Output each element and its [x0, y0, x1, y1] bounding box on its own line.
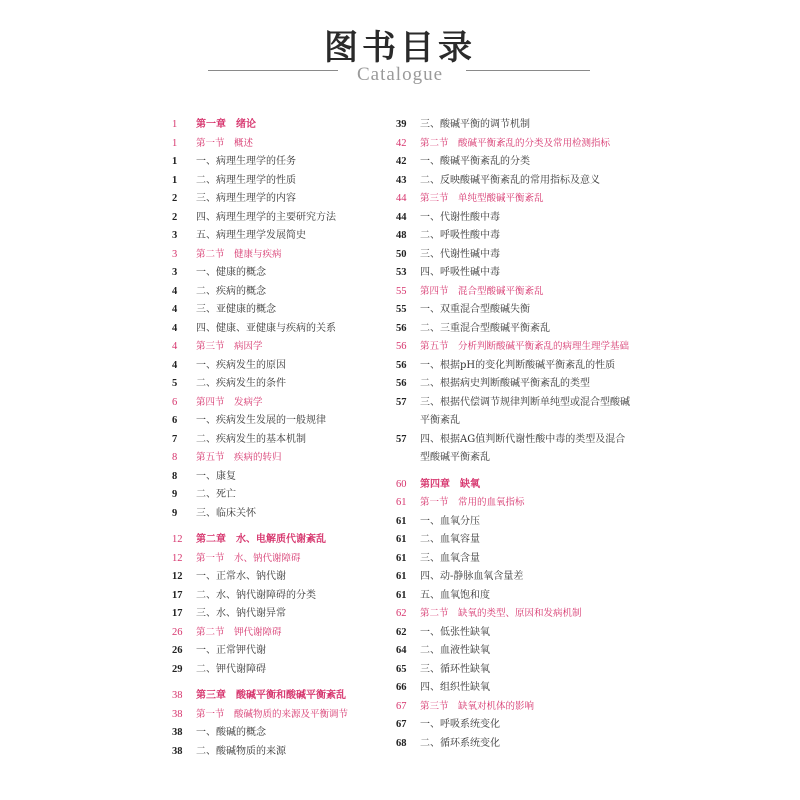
toc-entry-title: 一、酸碱的概念	[196, 727, 266, 738]
toc-entry	[396, 735, 632, 754]
toc-page-number: 61	[396, 552, 407, 564]
toc-entry-title: 二、三重混合型酸碱平衡紊乱	[420, 322, 550, 334]
toc-page-number: 1	[172, 156, 178, 167]
toc-entry-title: 三、血氧含量	[420, 552, 480, 564]
toc-entry	[396, 116, 632, 135]
toc-page-number: 3	[172, 248, 178, 260]
toc-entry	[172, 227, 392, 246]
toc-page-number: 61	[396, 534, 407, 545]
toc-entry	[396, 246, 632, 265]
toc-page-number: 26	[172, 645, 183, 656]
toc-entry	[172, 209, 392, 228]
toc-entry-title: 二、水、钠代谢障碍的分类	[196, 589, 316, 601]
toc-entry	[396, 227, 632, 246]
toc-column-left	[172, 116, 392, 761]
toc-entry	[172, 264, 392, 283]
toc-entry-title: 三、根据代偿调节规律判断单纯型或混合型酸碱平衡紊乱	[420, 396, 630, 426]
toc-page-number: 65	[396, 663, 407, 675]
toc-section-heading	[172, 624, 392, 643]
toc-page-number: 62	[396, 608, 407, 619]
toc-section-heading	[396, 698, 632, 717]
toc-entry-title: 一、呼吸系统变化	[420, 719, 500, 730]
toc-entry	[172, 172, 392, 191]
toc-entry-title: 二、疾病发生的条件	[196, 378, 286, 389]
toc-page-number: 44	[396, 211, 407, 223]
toc-entry-title: 第一节 常用的血氧指标	[420, 497, 525, 508]
toc-entry-title: 三、循环性缺氧	[420, 663, 490, 675]
toc-page-number: 3	[172, 230, 178, 241]
toc-entry	[172, 412, 392, 431]
toc-section-heading	[396, 190, 632, 209]
toc-entry-title: 四、组织性缺氧	[420, 682, 490, 693]
toc-entry-title: 二、反映酸碱平衡紊乱的常用指标及意义	[420, 174, 600, 186]
toc-page-number: 61	[396, 571, 407, 582]
toc-page-number: 42	[396, 137, 407, 149]
toc-page-number: 12	[172, 571, 183, 582]
toc-entry	[396, 568, 632, 587]
toc-page-number: 12	[172, 534, 183, 545]
toc-page-number: 38	[172, 690, 183, 701]
toc-entry	[396, 531, 632, 550]
toc-page-number: 1	[172, 119, 178, 130]
toc-entry	[172, 605, 392, 624]
toc-entry	[172, 505, 392, 524]
toc-entry-title: 第三节 病因学	[196, 341, 263, 352]
toc-entry-title: 第五节 分析判断酸碱平衡紊乱的病理生理学基础	[420, 341, 630, 352]
toc-page-number: 53	[396, 267, 407, 278]
toc-page-number: 2	[172, 193, 178, 204]
toc-entry-title: 一、低张性缺氧	[420, 626, 490, 638]
toc-entry	[396, 320, 632, 339]
toc-entry-title: 三、代谢性碱中毒	[420, 248, 500, 260]
toc-page-number: 1	[172, 174, 178, 186]
toc-entry-title: 第三章 酸碱平衡和酸碱平衡紊乱	[196, 690, 346, 701]
toc-entry-title: 第一章 绪论	[196, 119, 256, 130]
toc-section-heading	[396, 338, 632, 357]
toc-page-number: 4	[172, 285, 178, 297]
toc-page-number: 43	[396, 174, 407, 186]
toc-entry-title: 一、根据pH的变化判断酸碱平衡紊乱的性质	[420, 359, 616, 371]
toc-entry	[396, 513, 632, 532]
toc-page-number: 4	[172, 304, 178, 315]
toc-entry	[396, 357, 632, 376]
toc-page-number: 38	[172, 727, 183, 738]
toc-entry	[172, 724, 392, 743]
toc-entry	[172, 153, 392, 172]
toc-entry-title: 一、康复	[196, 470, 236, 482]
toc-page-number: 50	[396, 248, 407, 260]
toc-entry-title: 四、呼吸性碱中毒	[420, 267, 500, 278]
toc-page-number: 8	[172, 452, 178, 463]
toc-entry-title: 二、酸碱物质的来源	[196, 745, 286, 757]
toc-entry	[396, 716, 632, 735]
toc-entry-title: 二、血液性缺氧	[420, 645, 490, 656]
toc-entry	[172, 468, 392, 487]
toc-entry	[396, 624, 632, 643]
toc-page-number: 66	[396, 682, 407, 693]
toc-entry	[396, 587, 632, 606]
toc-page-number: 61	[396, 589, 407, 601]
toc-entry-title: 一、双重混合型酸碱失衡	[420, 304, 530, 315]
toc-entry	[172, 661, 392, 680]
toc-page-number: 4	[172, 359, 178, 371]
toc-entry-title: 一、正常水、钠代谢	[196, 571, 286, 582]
toc-page-number: 38	[172, 745, 183, 757]
toc-entry-title: 第二章 水、电解质代谢紊乱	[196, 534, 326, 545]
toc-entry	[396, 375, 632, 394]
toc-entry	[396, 661, 632, 680]
toc-section-heading	[396, 494, 632, 513]
toc-page-number: 4	[172, 341, 178, 352]
toc-entry-title: 二、病理生理学的性质	[196, 174, 296, 186]
toc-entry-title: 二、疾病的概念	[196, 285, 266, 297]
toc-page-number: 55	[396, 285, 407, 297]
toc-page-number: 3	[172, 267, 178, 278]
toc-entry-title: 二、血氧容量	[420, 534, 480, 545]
toc-entry-title: 三、亚健康的概念	[196, 304, 276, 315]
toc-page-number: 6	[172, 415, 178, 426]
toc-page-number: 44	[396, 193, 407, 204]
toc-entry-title: 第二节 酸碱平衡紊乱的分类及常用检测指标	[420, 137, 611, 149]
toc-page-number: 42	[396, 156, 407, 167]
toc-entry	[396, 679, 632, 698]
toc-entry-title: 四、健康、亚健康与疾病的关系	[196, 322, 336, 334]
toc-entry-title: 第二节 健康与疾病	[196, 248, 282, 260]
toc-section-heading	[172, 706, 392, 725]
toc-section-heading	[396, 135, 632, 154]
toc-page-number: 5	[172, 378, 178, 389]
toc-section-heading	[172, 550, 392, 569]
toc-entry-title: 二、死亡	[196, 489, 236, 500]
toc-entry	[396, 264, 632, 283]
toc-entry-title: 三、酸碱平衡的调节机制	[420, 119, 530, 130]
toc-entry-title: 一、健康的概念	[196, 267, 266, 278]
toc-entry-title: 第四节 发病学	[196, 396, 263, 408]
toc-page-number: 12	[172, 552, 183, 564]
toc-page-number: 56	[396, 378, 407, 389]
toc-page-number: 57	[396, 396, 407, 408]
toc-entry-title: 三、病理生理学的内容	[196, 193, 296, 204]
toc-entry	[396, 209, 632, 228]
toc-section-heading	[396, 283, 632, 302]
toc-chapter-heading	[396, 476, 632, 495]
toc-entry-title: 一、病理生理学的任务	[196, 156, 296, 167]
toc-entry	[172, 486, 392, 505]
toc-page-number: 67	[396, 700, 407, 712]
toc-entry	[172, 743, 392, 762]
toc-page-number: 62	[396, 626, 407, 638]
toc-entry-title: 二、呼吸性酸中毒	[420, 230, 500, 241]
toc-page-number: 61	[396, 515, 407, 527]
page-subtitle: Catalogue	[356, 64, 444, 85]
toc-page-number: 48	[396, 230, 407, 241]
toc-section-heading	[172, 135, 392, 154]
toc-entry-title: 五、血氧饱和度	[420, 589, 490, 601]
toc-page-number: 17	[172, 608, 183, 619]
toc-page-number: 17	[172, 589, 183, 601]
toc-entry-title: 一、正常钾代谢	[196, 645, 266, 656]
toc-page-number: 38	[172, 708, 183, 720]
toc-page-number: 26	[172, 626, 183, 638]
toc-page-number: 7	[172, 433, 178, 445]
toc-entry-title: 二、疾病发生的基本机制	[196, 433, 306, 445]
toc-entry-title: 一、酸碱平衡紊乱的分类	[420, 156, 530, 167]
toc-entry-title: 二、循环系统变化	[420, 737, 500, 749]
toc-entry-title: 一、疾病发生的原因	[196, 359, 286, 371]
toc-entry	[172, 283, 392, 302]
toc-section-heading	[172, 246, 392, 265]
toc-page-number: 39	[396, 119, 407, 130]
toc-entry	[172, 190, 392, 209]
toc-entry	[172, 568, 392, 587]
toc-entry-title: 第一节 水、钠代谢障碍	[196, 552, 301, 564]
toc-entry	[172, 301, 392, 320]
toc-page-number: 8	[172, 470, 178, 482]
toc-section-heading	[172, 394, 392, 413]
toc-entry	[172, 375, 392, 394]
toc-section-heading	[172, 449, 392, 468]
toc-page-number: 56	[396, 322, 407, 334]
toc-page-number: 4	[172, 322, 178, 334]
toc-page-number: 9	[172, 489, 178, 500]
toc-entry	[396, 153, 632, 172]
toc-chapter-heading	[172, 531, 392, 550]
toc-page-number: 64	[396, 645, 407, 656]
toc-entry-title: 第二节 钾代谢障碍	[196, 626, 282, 638]
toc-entry-title: 一、血氧分压	[420, 515, 480, 527]
toc-entry-title: 第五节 疾病的转归	[196, 452, 282, 463]
toc-entry	[172, 431, 392, 450]
toc-entry-title: 四、根据AG值判断代谢性酸中毒的类型及混合型酸碱平衡紊乱	[420, 433, 626, 463]
toc-chapter-heading	[172, 687, 392, 706]
toc-entry-title: 一、代谢性酸中毒	[420, 211, 500, 223]
toc-entry-title: 第三节 缺氧对机体的影响	[420, 700, 535, 712]
catalogue-header	[0, 0, 800, 100]
toc-entry	[172, 642, 392, 661]
toc-entry-title: 三、临床关怀	[196, 507, 256, 519]
toc-page-number: 55	[396, 304, 407, 315]
page-title: 图书目录	[324, 28, 476, 68]
toc-entry	[172, 357, 392, 376]
toc-page-number: 9	[172, 507, 178, 519]
toc-chapter-heading	[172, 116, 392, 135]
toc-entry-title: 第三节 单纯型酸碱平衡紊乱	[420, 193, 544, 204]
toc-entry	[396, 550, 632, 569]
toc-entry-title: 三、水、钠代谢异常	[196, 608, 286, 619]
toc-entry	[396, 301, 632, 320]
toc-entry-title: 一、疾病发生发展的一般规律	[196, 415, 326, 426]
toc-page-number: 61	[396, 497, 407, 508]
toc-page-number: 57	[396, 433, 407, 445]
toc-entry-title: 第四章 缺氧	[420, 478, 480, 490]
toc-entry	[396, 172, 632, 191]
toc-page-number: 67	[396, 719, 407, 730]
toc-entry-title: 第一节 酸碱物质的来源及平衡调节	[196, 708, 349, 720]
toc-page-number: 29	[172, 663, 183, 675]
toc-entry	[172, 320, 392, 339]
toc-column-right	[396, 116, 632, 753]
toc-page-number: 2	[172, 211, 178, 223]
toc-page-number: 1	[172, 137, 178, 149]
toc-section-heading	[396, 605, 632, 624]
toc-page-number: 6	[172, 396, 178, 408]
toc-page-number: 68	[396, 737, 407, 749]
toc-entry-title: 五、病理生理学发展简史	[196, 230, 306, 241]
toc-entry-title: 第一节 概述	[196, 137, 254, 149]
toc-page-number: 56	[396, 341, 407, 352]
toc-entry-title: 四、动-静脉血氧含量差	[420, 571, 524, 582]
toc-entry	[396, 431, 632, 468]
toc-page-number: 60	[396, 478, 407, 490]
toc-entry	[396, 394, 632, 431]
toc-entry	[172, 587, 392, 606]
toc-entry-title: 第二节 缺氧的类型、原因和发病机制	[420, 608, 582, 619]
toc-page-number: 56	[396, 359, 407, 371]
toc-entry-title: 第四节 混合型酸碱平衡紊乱	[420, 285, 544, 297]
toc-entry-title: 二、根据病史判断酸碱平衡紊乱的类型	[420, 378, 590, 389]
toc-entry-title: 四、病理生理学的主要研究方法	[196, 211, 336, 223]
toc-section-heading	[172, 338, 392, 357]
toc-entry	[396, 642, 632, 661]
toc-entry-title: 二、钾代谢障碍	[196, 663, 266, 675]
